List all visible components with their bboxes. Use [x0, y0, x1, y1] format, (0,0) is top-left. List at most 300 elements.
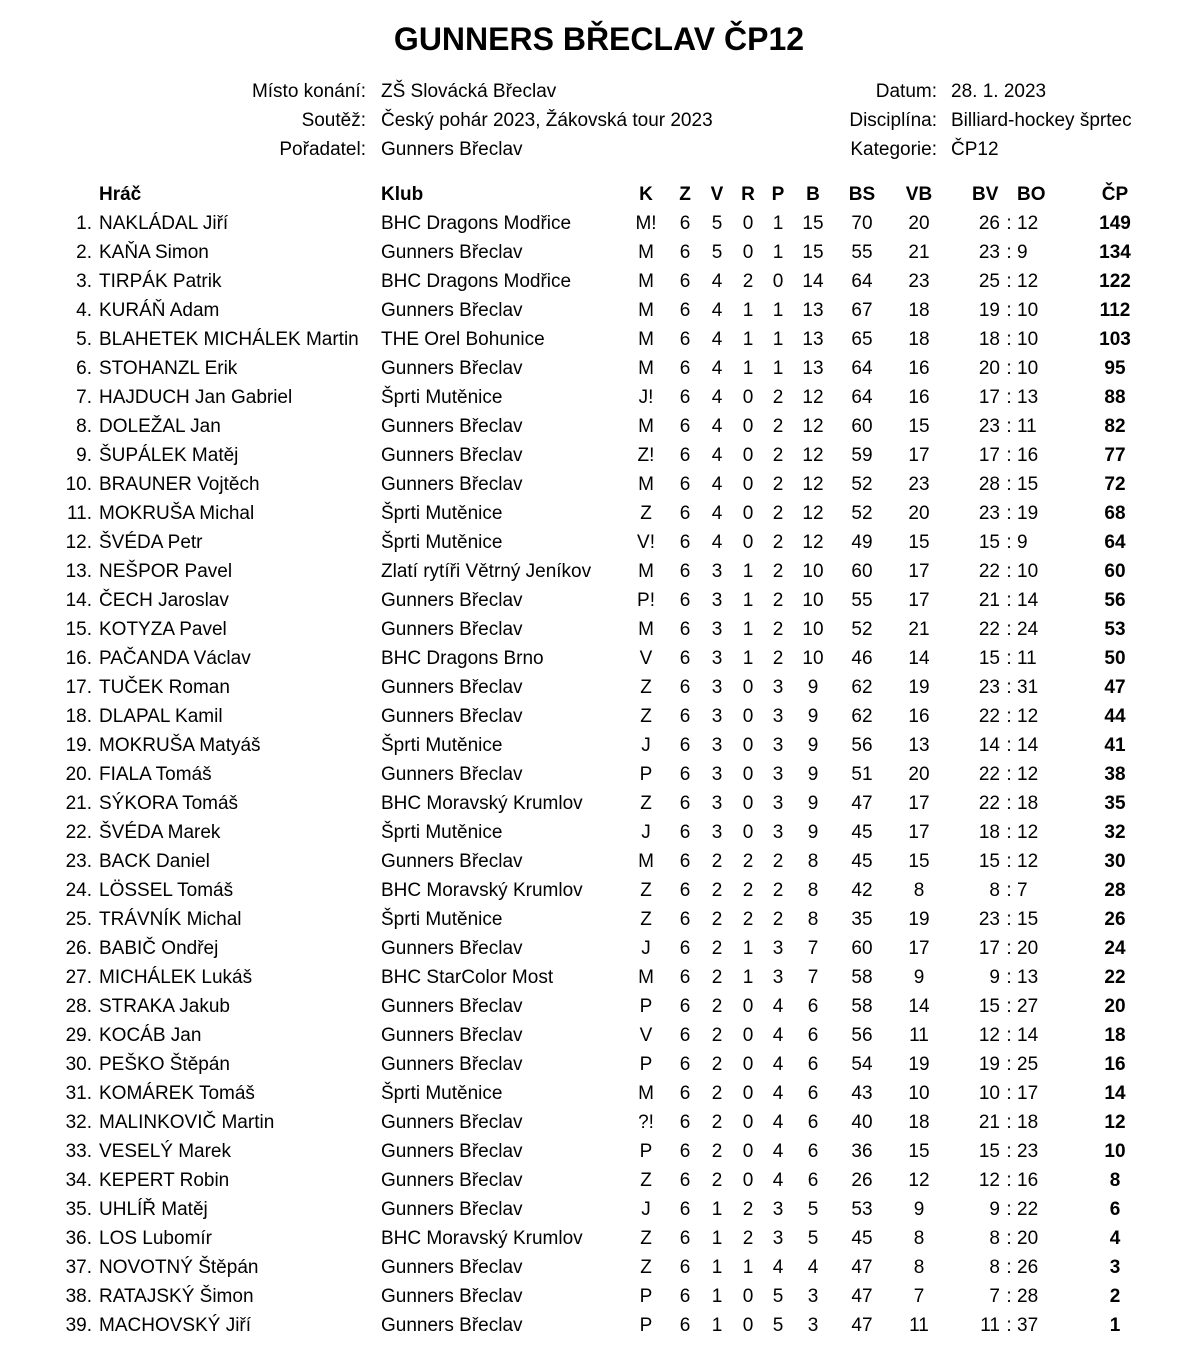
- games: 6: [679, 909, 691, 930]
- wins: 2: [711, 938, 723, 959]
- rank: 9.: [76, 445, 92, 466]
- category: M: [638, 474, 654, 495]
- cup-points: 16: [1104, 1054, 1126, 1075]
- page-title: GUNNERS BŘECLAV ČP12: [393, 21, 805, 57]
- wins: 3: [711, 764, 723, 785]
- player-name: UHLÍŘ Matěj: [99, 1199, 208, 1220]
- score-against: 22: [1017, 1199, 1039, 1220]
- cup-points: 14: [1104, 1083, 1126, 1104]
- games: 6: [679, 677, 691, 698]
- club-name: Šprti Mutěnice: [381, 503, 503, 524]
- score-for: 8: [989, 880, 1000, 901]
- wins: 4: [711, 445, 723, 466]
- draws: 0: [742, 1054, 754, 1075]
- games: 6: [679, 474, 691, 495]
- score-against: 9: [1017, 532, 1028, 553]
- header-club: Klub: [381, 184, 424, 205]
- player-name: KAŇA Simon: [99, 242, 209, 263]
- player-name: HAJDUCH Jan Gabriel: [99, 387, 293, 408]
- games: 6: [679, 561, 691, 582]
- category: J: [641, 1199, 651, 1220]
- score-for: 22: [978, 619, 1000, 640]
- player-name: NOVOTNÝ Štěpán: [99, 1257, 259, 1278]
- losses: 4: [772, 1112, 784, 1133]
- cup-points: 12: [1104, 1112, 1126, 1133]
- goals-conceded: 21: [908, 242, 930, 263]
- points: 9: [807, 735, 819, 756]
- score-against: 18: [1017, 1112, 1039, 1133]
- club-name: Gunners Břeclav: [381, 851, 523, 872]
- goals-conceded: 18: [908, 1112, 930, 1133]
- score-for: 23: [978, 242, 1000, 263]
- category: Z: [640, 1228, 652, 1249]
- losses: 2: [772, 619, 784, 640]
- goals-conceded: 16: [908, 387, 930, 408]
- score-for: 22: [978, 706, 1000, 727]
- player-name: LOS Lubomír: [99, 1228, 212, 1249]
- losses: 3: [772, 1228, 784, 1249]
- games: 6: [679, 880, 691, 901]
- score-separator: :: [1006, 213, 1012, 234]
- score-separator: :: [1006, 1025, 1012, 1046]
- player-name: KURÁŇ Adam: [99, 300, 220, 321]
- score-for: 7: [989, 1286, 1000, 1307]
- score-for: 15: [978, 996, 1000, 1017]
- points: 8: [807, 909, 819, 930]
- draws: 0: [742, 1025, 754, 1046]
- draws: 0: [742, 1083, 754, 1104]
- score-separator: :: [1006, 1170, 1012, 1191]
- losses: 2: [772, 474, 784, 495]
- table-row: [0, 818, 1180, 847]
- header-cp: ČP: [1101, 184, 1129, 205]
- table-row: [0, 731, 1180, 760]
- goals-conceded: 12: [908, 1170, 930, 1191]
- table-row: [0, 934, 1180, 963]
- points: 7: [807, 938, 819, 959]
- meta-value: Český pohár 2023, Žákovská tour 2023: [381, 110, 713, 131]
- goals-scored: 64: [851, 387, 873, 408]
- games: 6: [679, 358, 691, 379]
- club-name: Šprti Mutěnice: [381, 909, 503, 930]
- goals-scored: 51: [851, 764, 873, 785]
- cup-points: 38: [1104, 764, 1126, 785]
- draws: 2: [742, 271, 754, 292]
- category: J: [641, 822, 651, 843]
- goals-conceded: 20: [908, 213, 930, 234]
- losses: 2: [772, 387, 784, 408]
- score-against: 14: [1017, 1025, 1039, 1046]
- category: Z: [640, 706, 652, 727]
- meta-label: Disciplína:: [849, 110, 937, 131]
- category: P!: [637, 590, 655, 611]
- wins: 2: [711, 967, 723, 988]
- club-name: Gunners Břeclav: [381, 300, 523, 321]
- losses: 2: [772, 561, 784, 582]
- games: 6: [679, 938, 691, 959]
- draws: 0: [742, 242, 754, 263]
- rank: 21.: [65, 793, 92, 814]
- score-separator: :: [1006, 880, 1012, 901]
- wins: 1: [711, 1315, 723, 1336]
- header-z: Z: [679, 184, 691, 205]
- club-name: Gunners Břeclav: [381, 1141, 523, 1162]
- wins: 1: [711, 1228, 723, 1249]
- wins: 3: [711, 619, 723, 640]
- score-for: 19: [978, 1054, 1000, 1075]
- table-row: [0, 1282, 1180, 1311]
- category: M: [638, 619, 654, 640]
- goals-scored: 62: [851, 677, 873, 698]
- cup-points: 41: [1104, 735, 1126, 756]
- player-name: PEŠKO Štěpán: [99, 1054, 230, 1075]
- goals-conceded: 14: [908, 648, 930, 669]
- cup-points: 35: [1104, 793, 1126, 814]
- rank: 23.: [65, 851, 92, 872]
- score-separator: :: [1006, 967, 1012, 988]
- games: 6: [679, 967, 691, 988]
- points: 6: [807, 1141, 819, 1162]
- losses: 2: [772, 648, 784, 669]
- header-bv: BV: [972, 184, 999, 205]
- games: 6: [679, 590, 691, 611]
- meta-label: Soutěž:: [301, 110, 366, 131]
- points: 15: [802, 242, 824, 263]
- draws: 0: [742, 416, 754, 437]
- points: 9: [807, 764, 819, 785]
- games: 6: [679, 851, 691, 872]
- table-row: [0, 267, 1180, 296]
- cup-points: 82: [1104, 416, 1126, 437]
- table-row: [0, 383, 1180, 412]
- club-name: BHC Dragons Brno: [381, 648, 544, 669]
- goals-conceded: 11: [909, 1315, 929, 1336]
- score-for: 21: [978, 590, 1000, 611]
- points: 12: [802, 532, 824, 553]
- goals-scored: 52: [851, 474, 873, 495]
- score-against: 12: [1017, 706, 1039, 727]
- club-name: Šprti Mutěnice: [381, 1083, 503, 1104]
- category: M: [638, 1083, 654, 1104]
- score-against: 24: [1017, 619, 1039, 640]
- category: Z: [640, 1170, 652, 1191]
- player-name: MALINKOVIČ Martin: [99, 1112, 275, 1133]
- score-separator: :: [1006, 793, 1012, 814]
- cup-points: 72: [1104, 474, 1126, 495]
- draws: 1: [742, 967, 754, 988]
- draws: 0: [742, 764, 754, 785]
- games: 6: [679, 445, 691, 466]
- goals-conceded: 17: [908, 938, 930, 959]
- goals-scored: 60: [851, 416, 873, 437]
- table-row: [0, 644, 1180, 673]
- wins: 3: [711, 648, 723, 669]
- meta-value: Billiard-hockey šprtec: [951, 110, 1132, 131]
- games: 6: [679, 764, 691, 785]
- club-name: BHC Moravský Krumlov: [381, 1228, 583, 1249]
- points: 13: [802, 329, 824, 350]
- player-name: LÖSSEL Tomáš: [99, 880, 234, 901]
- goals-scored: 53: [851, 1199, 873, 1220]
- points: 9: [807, 677, 819, 698]
- club-name: Gunners Břeclav: [381, 358, 523, 379]
- goals-scored: 54: [851, 1054, 873, 1075]
- score-against: 20: [1017, 1228, 1039, 1249]
- player-name: STOHANZL Erik: [99, 358, 238, 379]
- points: 3: [807, 1315, 819, 1336]
- losses: 3: [772, 706, 784, 727]
- cup-points: 8: [1109, 1170, 1121, 1191]
- points: 6: [807, 1112, 819, 1133]
- score-against: 37: [1017, 1315, 1039, 1336]
- cup-points: 68: [1104, 503, 1126, 524]
- header-bs: BS: [848, 184, 876, 205]
- club-name: Gunners Břeclav: [381, 706, 523, 727]
- cup-points: 47: [1104, 677, 1126, 698]
- goals-scored: 59: [851, 445, 873, 466]
- player-name: ŠUPÁLEK Matěj: [99, 445, 239, 466]
- goals-conceded: 11: [909, 1025, 929, 1046]
- wins: 2: [711, 1025, 723, 1046]
- losses: 3: [772, 938, 784, 959]
- score-for: 8: [989, 1257, 1000, 1278]
- points: 13: [802, 358, 824, 379]
- score-for: 8: [989, 1228, 1000, 1249]
- draws: 2: [742, 851, 754, 872]
- rank: 35.: [65, 1199, 92, 1220]
- games: 6: [679, 532, 691, 553]
- losses: 1: [772, 358, 784, 379]
- games: 6: [679, 213, 691, 234]
- wins: 4: [711, 300, 723, 321]
- goals-conceded: 17: [908, 822, 930, 843]
- rank: 19.: [65, 735, 92, 756]
- player-name: KOTYZA Pavel: [99, 619, 227, 640]
- goals-scored: 47: [851, 1257, 873, 1278]
- points: 10: [802, 561, 824, 582]
- player-name: NAKLÁDAL Jiří: [99, 213, 229, 234]
- draws: 0: [742, 387, 754, 408]
- table-row: [0, 615, 1180, 644]
- player-name: TUČEK Roman: [99, 677, 230, 698]
- games: 6: [679, 648, 691, 669]
- points: 12: [802, 445, 824, 466]
- rank: 20.: [65, 764, 92, 785]
- category: Z: [640, 793, 652, 814]
- meta-value: ZŠ Slovácká Břeclav: [381, 81, 557, 102]
- category: M!: [635, 213, 657, 234]
- rank: 18.: [65, 706, 92, 727]
- player-name: ŠVÉDA Marek: [99, 822, 221, 843]
- points: 13: [802, 300, 824, 321]
- category: P: [639, 1141, 653, 1162]
- player-name: FIALA Tomáš: [99, 764, 212, 785]
- draws: 1: [742, 300, 754, 321]
- losses: 2: [772, 590, 784, 611]
- goals-scored: 64: [851, 271, 873, 292]
- losses: 2: [772, 532, 784, 553]
- draws: 0: [742, 1286, 754, 1307]
- cup-points: 18: [1104, 1025, 1126, 1046]
- games: 6: [679, 996, 691, 1017]
- score-for: 9: [989, 967, 1000, 988]
- score-for: 9: [989, 1199, 1000, 1220]
- rank: 39.: [65, 1315, 92, 1336]
- points: 5: [807, 1199, 819, 1220]
- player-name: RATAJSKÝ Šimon: [99, 1286, 254, 1307]
- club-name: Gunners Břeclav: [381, 416, 523, 437]
- meta-value: 28. 1. 2023: [951, 81, 1047, 102]
- club-name: BHC Moravský Krumlov: [381, 880, 583, 901]
- goals-scored: 55: [851, 590, 873, 611]
- games: 6: [679, 706, 691, 727]
- goals-conceded: 16: [908, 358, 930, 379]
- player-name: DOLEŽAL Jan: [99, 416, 221, 437]
- score-for: 25: [978, 271, 1000, 292]
- score-for: 17: [978, 387, 1000, 408]
- score-for: 14: [978, 735, 1000, 756]
- games: 6: [679, 271, 691, 292]
- goals-conceded: 19: [908, 1054, 930, 1075]
- goals-conceded: 8: [913, 1228, 925, 1249]
- table-row: [0, 499, 1180, 528]
- rank: 15.: [65, 619, 92, 640]
- rank: 1.: [76, 213, 92, 234]
- games: 6: [679, 1025, 691, 1046]
- score-separator: :: [1006, 445, 1012, 466]
- cup-points: 22: [1104, 967, 1126, 988]
- losses: 2: [772, 909, 784, 930]
- draws: 0: [742, 1170, 754, 1191]
- score-for: 10: [978, 1083, 1000, 1104]
- games: 6: [679, 1257, 691, 1278]
- score-against: 13: [1017, 967, 1039, 988]
- losses: 1: [772, 300, 784, 321]
- draws: 1: [742, 619, 754, 640]
- rank: 6.: [76, 358, 92, 379]
- losses: 3: [772, 1199, 784, 1220]
- score-against: 28: [1017, 1286, 1039, 1307]
- table-row: [0, 1137, 1180, 1166]
- wins: 2: [711, 1054, 723, 1075]
- category: Z: [640, 880, 652, 901]
- wins: 3: [711, 590, 723, 611]
- meta-label: Pořadatel:: [279, 139, 366, 160]
- games: 6: [679, 1286, 691, 1307]
- score-against: 9: [1017, 242, 1028, 263]
- table-row: [0, 1108, 1180, 1137]
- goals-scored: 40: [851, 1112, 873, 1133]
- goals-conceded: 15: [908, 851, 930, 872]
- points: 10: [802, 648, 824, 669]
- club-name: Gunners Břeclav: [381, 445, 523, 466]
- category: V!: [637, 532, 655, 553]
- club-name: THE Orel Bohunice: [381, 329, 545, 350]
- meta-line: [0, 77, 1180, 106]
- score-against: 14: [1017, 735, 1039, 756]
- score-separator: :: [1006, 503, 1012, 524]
- score-against: 27: [1017, 996, 1039, 1017]
- wins: 4: [711, 503, 723, 524]
- rank: 10.: [65, 474, 92, 495]
- score-separator: :: [1006, 1083, 1012, 1104]
- games: 6: [679, 1199, 691, 1220]
- meta-line: [0, 135, 1180, 164]
- cup-points: 56: [1104, 590, 1126, 611]
- games: 6: [679, 503, 691, 524]
- table-row: [0, 470, 1180, 499]
- rank: 17.: [65, 677, 92, 698]
- score-for: 18: [978, 822, 1000, 843]
- goals-scored: 43: [851, 1083, 873, 1104]
- meta-label: Kategorie:: [850, 139, 937, 160]
- rank: 33.: [65, 1141, 92, 1162]
- player-name: ČECH Jaroslav: [99, 590, 229, 611]
- cup-points: 10: [1104, 1141, 1126, 1162]
- rank: 12.: [65, 532, 92, 553]
- score-separator: :: [1006, 329, 1012, 350]
- losses: 3: [772, 822, 784, 843]
- wins: 3: [711, 822, 723, 843]
- points: 8: [807, 851, 819, 872]
- table-row: [0, 1253, 1180, 1282]
- category: M: [638, 967, 654, 988]
- goals-scored: 65: [851, 329, 873, 350]
- score-for: 15: [978, 851, 1000, 872]
- draws: 1: [742, 938, 754, 959]
- score-against: 31: [1017, 677, 1039, 698]
- club-name: Gunners Břeclav: [381, 590, 523, 611]
- score-against: 15: [1017, 909, 1039, 930]
- category: Z: [640, 677, 652, 698]
- goals-conceded: 18: [908, 300, 930, 321]
- wins: 2: [711, 1141, 723, 1162]
- table-row: [0, 847, 1180, 876]
- draws: 0: [742, 793, 754, 814]
- score-against: 7: [1017, 880, 1028, 901]
- goals-conceded: 23: [908, 271, 930, 292]
- goals-conceded: 19: [908, 909, 930, 930]
- player-name: MICHÁLEK Lukáš: [99, 967, 253, 988]
- rank: 22.: [65, 822, 92, 843]
- draws: 0: [742, 474, 754, 495]
- player-name: MOKRUŠA Michal: [99, 503, 255, 524]
- score-for: 21: [978, 1112, 1000, 1133]
- score-against: 14: [1017, 590, 1039, 611]
- rank: 8.: [76, 416, 92, 437]
- table-row: [0, 412, 1180, 441]
- points: 6: [807, 1025, 819, 1046]
- losses: 1: [772, 329, 784, 350]
- player-name: NEŠPOR Pavel: [99, 561, 233, 582]
- score-separator: :: [1006, 619, 1012, 640]
- club-name: BHC StarColor Most: [381, 967, 554, 988]
- header-k: K: [639, 184, 653, 205]
- games: 6: [679, 1083, 691, 1104]
- score-against: 26: [1017, 1257, 1039, 1278]
- goals-scored: 47: [851, 793, 873, 814]
- category: M: [638, 358, 654, 379]
- goals-scored: 58: [851, 996, 873, 1017]
- score-separator: :: [1006, 1112, 1012, 1133]
- goals-scored: 67: [851, 300, 873, 321]
- goals-conceded: 17: [908, 590, 930, 611]
- club-name: Gunners Břeclav: [381, 996, 523, 1017]
- table-row: [0, 586, 1180, 615]
- points: 6: [807, 1083, 819, 1104]
- table-row: [0, 992, 1180, 1021]
- losses: 4: [772, 1025, 784, 1046]
